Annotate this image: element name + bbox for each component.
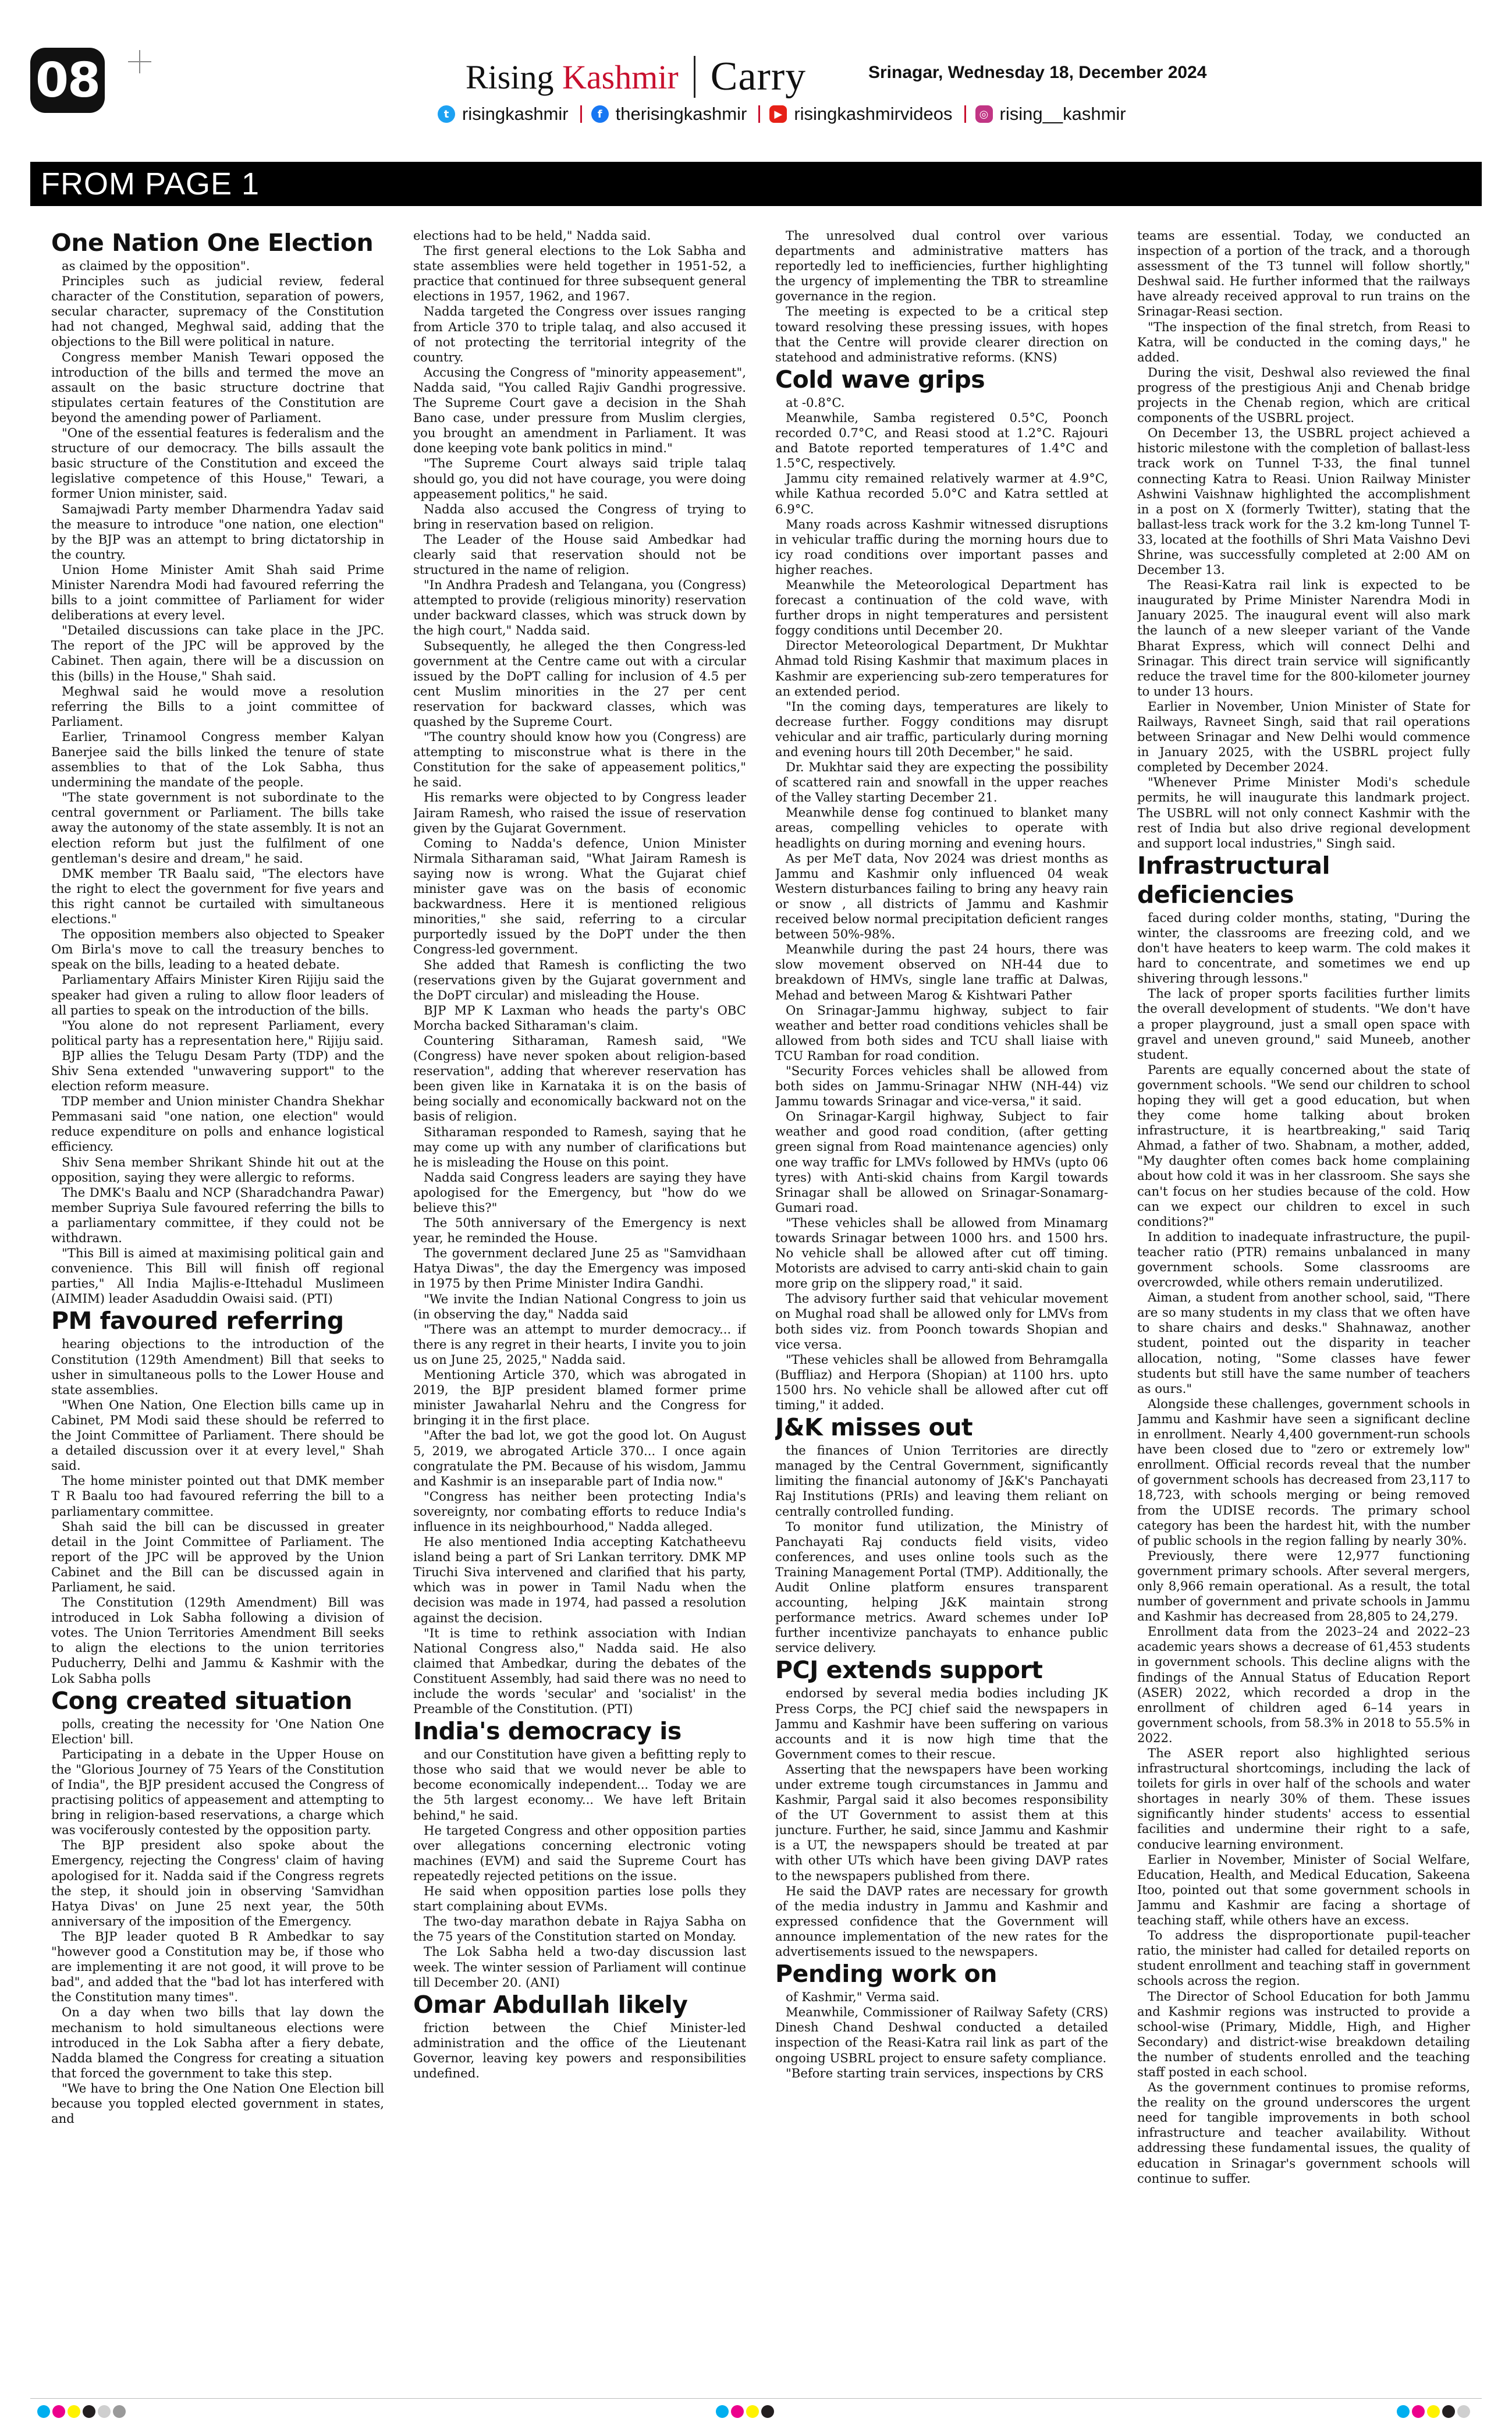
article-paragraph: During the visit, Deshwal also reviewed the final progress of the prestigious Anji and Chenab bridge projects in the Chenab region, which are critical components of the USBRL project. bbox=[1137, 364, 1470, 425]
article-paragraph: "The country should know how you (Congress) are attempting to misconstrue what is there in the Constitution for the sake of appeasement politics," he said. bbox=[413, 729, 746, 790]
article-paragraph: Subsequently, he alleged the then Congress-led government at the Centre came out with a circular issued by the DoPT calling for inclusion of 4.5 per cent Muslim minorities in the 27 per cent reservation for backward classes, which was quashed by the Supreme Court. bbox=[413, 638, 746, 729]
dateline: Srinagar, Wednesday 18, December 2024 bbox=[868, 63, 1207, 82]
article-paragraph: On December 13, the USBRL project achieved a historic milestone with the completion of ballast-less track work on Tunnel T-33, the final tunnel connecting Katra to Reasi. Union Railway Minister Ashwini Vaishnaw highlighted the accomplishment in a post on X (formerly Twitter), stating that the ballast-less track work for the 3.2 km-long Tunnel T-33, located at the foothills of Shri Mata Vaishno Devi Shrine, was successfully completed at 2:00 AM on December 13. bbox=[1137, 425, 1470, 577]
social-handle bbox=[591, 104, 747, 125]
article-headline: J&K misses out bbox=[775, 1413, 973, 1442]
article-paragraph: "The state government is not subordinate to the central government or Parliament. The bills take away the autonomy of the state assembly. It is not an election reform but just the fulfilment of one gentleman's desire and dream," he said. bbox=[51, 790, 384, 866]
article-headline: Pending work on bbox=[775, 1960, 997, 1988]
article-paragraph: TDP member and Union minister Chandra Shekhar Pemmasani said "one nation, one election" would reduce expenditure on polls and enhance logistical efficiency. bbox=[51, 1094, 384, 1154]
article-paragraph: Parliamentary Affairs Minister Kiren Rijiju said the speaker had given a ruling to allow floor leaders of all parties to speak on the introduction of the bills. bbox=[51, 972, 384, 1017]
article-paragraph: Alongside these challenges, government schools in Jammu and Kashmir have seen a significant decline in enrollment. Nearly 4,400 government-run schools have been closed due to "zero or extremely low" enrollment. Official records reveal that the number of government schools has decreased from 23,117 to 18,723, with schools merging or being removed from the UDISE records. The primary school category has been the hardest hit, with the number of public schools in the region falling by nearly 30%. bbox=[1137, 1396, 1470, 1548]
article-paragraph: The BJP president also spoke about the Emergency, rejecting the Congress' claim of having apologised for it. Nadda said if the Congress regrets the step, it should join in observing 'Samvidhan Hatya Divas' on June 25 next year, the 50th anniversary of the imposition of the Emergency. bbox=[51, 1838, 384, 1928]
article-paragraph: "The Supreme Court always said triple talaq should go, you did not have courage, you were doing appeasement politics," he said. bbox=[413, 456, 746, 501]
social-handle bbox=[438, 104, 569, 125]
article-paragraph: "These vehicles shall be allowed from Minamarg towards Srinagar between 1000 hrs. and 1500 hrs. No vehicle shall be allowed after cut off timing. Motorists are advised to carry anti-skid chain to gain more grip on the slippery road," it said. bbox=[775, 1215, 1108, 1291]
youtube-icon: ▶ bbox=[769, 105, 787, 123]
article-paragraph: as claimed by the opposition". bbox=[62, 258, 250, 273]
supplement-title: Carry bbox=[710, 54, 807, 99]
article-paragraph: "In the coming days, temperatures are likely to decrease further. Foggy conditions may disrupt vehicular and air traffic, particularly during morning and evening hours till 20th December," he said. bbox=[775, 698, 1108, 759]
article-column-2 bbox=[413, 228, 746, 2370]
article-paragraph: "After the bad lot, we got the good lot. On August 5, 2019, we abrogated Article 370... I once again congratulate the PM. Because of his wisdom, Jammu and Kashmir is an inseparable part of India now." bbox=[413, 1428, 746, 1488]
article-paragraph: "These vehicles shall be allowed from Behramgalla (Buffliaz) and Herpora (Shopian) at 1100 hrs. upto 1500 hrs. No vehicle shall be allowed after cut off timing," it added. bbox=[775, 1352, 1108, 1413]
article-paragraph: "There was an attempt to murder democracy... if there is any regret in their hearts, I invite you to join us on June 25, 2025," Nadda said. bbox=[413, 1321, 746, 1367]
article-paragraph: teams are essential. Today, we conducted an inspection of a portion of the track, and a thorough assessment of the T3 tunnel will follow shortly," Deshwal said. He further informed that the railways have already received approval to run trains on the Srinagar-Reasi section. bbox=[1137, 228, 1470, 319]
article-paragraph: Accusing the Congress of "minority appeasement", Nadda said, "You called Rajiv Gandhi progressive. The Supreme Court gave a decision in the Shah Bano case, under pressure from Muslim clergies, you brought an amendment in Parliament. It was done keeping vote bank politics in mind." bbox=[413, 364, 746, 456]
article-paragraph: Dr. Mukhtar said they are expecting the possibility of scattered rain and snowfall in the upper reaches of the Valley starting December 21. bbox=[775, 760, 1108, 805]
article-paragraph: On a day when two bills that lay down the mechanism to hold simultaneous elections were introduced in the Lok Sabha after a fiery debate, Nadda blamed the Congress for creating a situation that forced the government to take this step. bbox=[51, 2005, 384, 2080]
article-paragraph: The ASER report also highlighted serious infrastructural shortcomings, including the lack of toilets for girls in over half of the schools and water shortages in nearly 30% of them. These issues significantly hinder students' access to essential facilities and undermine their right to a safe, conducive learning environment. bbox=[1137, 1746, 1470, 1852]
article-paragraph: Nadda targeted the Congress over issues ranging from Article 370 to triple talaq, and also accused it of not protecting the territorial integrity of the country. bbox=[413, 304, 746, 364]
article-paragraph: Shiv Sena member Shrikant Shinde hit out at the opposition, saying they were allergic to reforms. bbox=[51, 1154, 384, 1185]
section-title: FROM PAGE 1 bbox=[30, 162, 1482, 206]
registration-marks-center bbox=[716, 2405, 774, 2418]
article-paragraph: The two-day marathon debate in Rajya Sabha on the 75 years of the Constitution started on Monday. bbox=[413, 1914, 746, 1944]
article-paragraph: Principles such as judicial review, federal character of the Constitution, separation of powers, secular character, supremacy of the Constitution had not changed, Meghwal said, adding that the objections to the Bill were political in nature. bbox=[51, 274, 384, 349]
brand-text-a: Rising bbox=[466, 58, 562, 96]
social-separator bbox=[580, 105, 582, 123]
article-paragraph: The Reasi-Katra rail link is expected to be inaugurated by Prime Minister Narendra Modi in January 2025. The inaugural event will also mark the launch of a new sleeper variant of the Vande Bharat Express, which will connect Delhi and Srinagar. This direct train service will significantly reduce the travel time for the 800-kilometer journey to under 13 hours. bbox=[1137, 577, 1470, 698]
article-paragraph: "Security Forces vehicles shall be allowed from both sides on Jammu-Srinagar NHW (NH-44) viz Jammu towards Srinagar and vice-versa," it said. bbox=[775, 1063, 1108, 1109]
article-paragraph: of Kashmir," Verma said. bbox=[786, 1990, 940, 2005]
article-paragraph: The 50th anniversary of the Emergency is next year, he reminded the House. bbox=[413, 1215, 746, 1246]
article-paragraph: Congress member Manish Tewari opposed the introduction of the bills and termed the move an assault on the basic structure doctrine that stipulates certain features of the Constitution are beyond the amending power of Parliament. bbox=[51, 349, 384, 425]
social-handle-text: rising__kashmir bbox=[999, 104, 1126, 124]
article-headline: Omar Abdullah likely bbox=[413, 1990, 688, 2019]
article-paragraph: He said the DAVP rates are necessary for growth of the media industry in Jammu and Kashmir and expressed confidence that the Government will announce implementation of the new rates for the advertisements issued to the newspapers. bbox=[775, 1883, 1108, 1959]
article-paragraph: "Whenever Prime Minister Modi's schedule permits, he will inaugurate this landmark project. The USBRL will not only connect Kashmir with the rest of India but also drive regional development and support local industries," Singh said. bbox=[1137, 775, 1470, 850]
article-column-1 bbox=[51, 228, 384, 2370]
article-paragraph: Union Home Minister Amit Shah said Prime Minister Narendra Modi had favoured referring the bills to a joint committee of Parliament for wider deliberations at every level. bbox=[51, 562, 384, 623]
article-paragraph: Nadda also accused the Congress of trying to bring in reservation based on religion. bbox=[413, 501, 746, 531]
article-paragraph: "When One Nation, One Election bills came up in Cabinet, PM Modi said these should be referred to the Joint Committee of Parliament. There should be a detailed discussion over it at every level," Shah said. bbox=[51, 1397, 384, 1473]
article-paragraph: faced during colder months, stating, "During the winter, the classrooms are freezing cold, and we don't have heaters to keep warm. The cold makes it hard to concentrate, and sometimes we end up shivering through lessons." bbox=[1137, 910, 1470, 986]
article-paragraph: Earlier, Trinamool Congress member Kalyan Banerjee said the bills linked the tenure of state assemblies to that of the Lok Sabha, thus undermining the mandate of the people. bbox=[51, 729, 384, 790]
article-paragraph: Mentioning Article 370, which was abrogated in 2019, the BJP president blamed former prime minister Jawaharlal Nehru and the Congress for bringing it in the first place. bbox=[413, 1367, 746, 1428]
article-paragraph: On Srinagar-Jammu highway, subject to fair weather and better road conditions vehicles shall be allowed from both sides and TCU shall liaise with TCU Ramban for road condition. bbox=[775, 1002, 1108, 1063]
article-paragraph: Samajwadi Party member Dharmendra Yadav said the measure to introduce "one nation, one election" by the BJP was an attempt to bring dictatorship in the country. bbox=[51, 501, 384, 562]
registration-marks-right bbox=[1397, 2405, 1470, 2418]
twitter-icon: t bbox=[438, 105, 455, 123]
article-paragraph: "One of the essential features is federalism and the structure of our democracy. The bills assault the basic structure of the Constitution and exceed the legislative competence of this House," Tewari, a former Union minister, said. bbox=[51, 425, 384, 501]
article-paragraph: friction between the Chief Minister-led administration and the office of the Lieutenant Governor, leaving key powers and responsibilities undefined. bbox=[413, 2020, 746, 2080]
article-paragraph: "It is time to rethink association with Indian National Congress also," Nadda said. He also claimed that Ambedkar, during the debates of the Constituent Assembly, had said there was no need to include the words 'secular' and 'socialist' in the Preamble of the Constitution. (PTI) bbox=[413, 1625, 746, 1717]
article-headline: Infrastructural deficiencies bbox=[1137, 851, 1330, 909]
brand-text-b: Kashmir bbox=[562, 58, 679, 96]
article-paragraph: at -0.8°C. bbox=[786, 395, 845, 410]
article-paragraph: Countering Sitharaman, Ramesh said, "We (Congress) have never spoken about religion-based reservation", adding that wherever reservation has been given like in Karnataka it is on the basis of being socially and economically backward not on the basis of religion. bbox=[413, 1033, 746, 1124]
article-paragraph: The opposition members also objected to Speaker Om Birla's move to call the treasury benches to speak on the bills, leading to a heated debate. bbox=[51, 927, 384, 972]
article-paragraph: "In Andhra Pradesh and Telangana, you (Congress) attempted to provide (religious minority) reservation under backward classes, which was struck down by the high court," Nadda said. bbox=[413, 577, 746, 638]
registration-marks-left bbox=[37, 2405, 126, 2418]
facebook-icon: f bbox=[591, 105, 609, 123]
article-paragraph: Meanwhile dense fog continued to blanket many areas, compelling vehicles to operate with headlights on during morning and evening hours. bbox=[775, 805, 1108, 850]
crop-mark bbox=[128, 50, 151, 73]
article-paragraph: and our Constitution have given a befitting reply to those who said that we would never be able to become economically independent... Today we are the 5th largest economy... We have left Britain behind," he said. bbox=[413, 1747, 746, 1822]
article-paragraph: "You alone do not represent Parliament, every political party has a representation here," Rijiju said. bbox=[51, 1017, 384, 1048]
article-paragraph: "Congress has neither been protecting India's sovereignty, nor combating efforts to reduce India's influence in its neighbourhood," Nadda alleged. bbox=[413, 1488, 746, 1534]
article-paragraph: Previously, there were 12,977 functioning government primary schools. After several mergers, only 8,966 remain operational. As a result, the total number of government and private schools in Jammu and Kashmir has decreased from 28,805 to 24,279. bbox=[1137, 1548, 1470, 1624]
article-paragraph: The unresolved dual control over various departments and administrative matters has reportedly led to inefficiencies, further highlighting the urgency of implementing the TBR to streamline governance in the region. bbox=[775, 228, 1108, 304]
article-paragraph: "This Bill is aimed at maximising political gain and convenience. This Bill will finish off regional parties," All India Majlis-e-Ittehadul Muslimeen (AIMIM) leader Asaduddin Owaisi said. (PTI) bbox=[51, 1246, 384, 1306]
article-paragraph: Meanwhile during the past 24 hours, there was slow movement observed on NH-44 due to breakdown of HMVs, single lane traffic at Dalwas, Mehad and between Marog & Kishtwari Pather bbox=[775, 942, 1108, 1002]
social-handle-text: risingkashmirvideos bbox=[794, 104, 953, 124]
article-paragraph: The DMK's Baalu and NCP (Sharadchandra Pawar) member Supriya Sule favoured referring the bills to a parliamentary committee, if they could not be withdrawn. bbox=[51, 1185, 384, 1245]
article-paragraph: DMK member TR Baalu said, "The electors have the right to elect the government for five years and this right cannot be curtailed with simultaneous elections." bbox=[51, 866, 384, 927]
article-paragraph: In addition to inadequate infrastructure, the pupil-teacher ratio (PTR) remains unbalanced in many government schools. Some classrooms are overcrowded, while others remain underutilized. bbox=[1137, 1229, 1470, 1290]
article-paragraph: The lack of proper sports facilities further limits the overall development of students. "We don't have a proper playground, just a small open space with gravel and uneven ground," said Muneeb, another student. bbox=[1137, 986, 1470, 1062]
article-paragraph: She added that Ramesh is conflicting the two (reservations given by the Gujarat government and the DoPT circular) and misleading the House. bbox=[413, 957, 746, 1002]
article-paragraph: To address the disproportionate pupil-teacher ratio, the minister had called for detailed reports on student enrollment and teaching staff in government schools across the region. bbox=[1137, 1928, 1470, 1988]
article-headline: India's democracy is bbox=[413, 1717, 682, 1746]
article-paragraph: He targeted Congress and other opposition parties over allegations concerning electronic voting machines (EVM) and said the Supreme Court has repeatedly rejected petitions on the issue. bbox=[413, 1822, 746, 1883]
article-headline: One Nation One Election bbox=[51, 229, 374, 257]
article-paragraph: The home minister pointed out that DMK member T R Baalu too had favoured referring the bill to a parliamentary committee. bbox=[51, 1473, 384, 1519]
article-headline: Cong created situation bbox=[51, 1686, 353, 1715]
article-paragraph: "We have to bring the One Nation One Election bill because you toppled elected government in states, and bbox=[51, 2080, 384, 2126]
article-paragraph: The advisory further said that vehicular movement on Mughal road shall be allowed only for LMVs from both sides viz. from Poonch towards Shopian and vice versa. bbox=[775, 1291, 1108, 1352]
social-handle-text: therisingkashmir bbox=[615, 104, 747, 124]
article-paragraph: Director Meteorological Department, Dr Mukhtar Ahmad told Rising Kashmir that maximum places in Kashmir are experiencing sub-zero temperatures for an extended period. bbox=[775, 638, 1108, 698]
article-paragraph: The meeting is expected to be a critical step toward resolving these pressing issues, with hopes that the Centre will provide clearer direction on statehood and administrative reforms. (KNS) bbox=[775, 304, 1108, 364]
article-headline: PM favoured referring bbox=[51, 1307, 344, 1335]
article-paragraph: "Detailed discussions can take place in the JPC. The report of the JPC will be approved by the Cabinet. Then again, there will be a discussion on this (bills) in the House," Shah said. bbox=[51, 623, 384, 683]
article-paragraph: Sitharaman responded to Ramesh, saying that he may come up with any number of clarifications but he is misleading the House on this point. bbox=[413, 1124, 746, 1169]
article-paragraph: The Constitution (129th Amendment) Bill was introduced in Lok Sabha following a division of votes. The Union Territories Amendment Bill seeks to align the elections to the union territories Puducherry, Delhi and Jammu & Kashmir with the Lok Sabha polls bbox=[51, 1595, 384, 1686]
social-separator bbox=[964, 105, 966, 123]
article-paragraph: Meanwhile the Meteorological Department has forecast a continuation of the cold wave, with further drops in night temperatures and persistent foggy conditions until December 20. bbox=[775, 577, 1108, 638]
social-handles bbox=[438, 104, 1135, 125]
article-paragraph: Meanwhile, Commissioner of Railway Safety (CRS) Dinesh Chand Deshwal conducted a detailed inspection of the Reasi-Katra rail link as part of the ongoing USBRL project to ensure safety compliance. bbox=[775, 2005, 1108, 2065]
article-paragraph: "We invite the Indian National Congress to join us (in observing the day," Nadda said bbox=[413, 1291, 746, 1321]
article-paragraph: the finances of Union Territories are directly managed by the Central Government, significantly limiting the financial autonomy of J&K's Panchayati Raj Institutions (PRIs) and leaving them reliant on centrally controlled funding. bbox=[775, 1443, 1108, 1519]
article-headline: Cold wave grips bbox=[775, 365, 985, 393]
article-paragraph: endorsed by several media bodies including JK Press Corps, the PCJ chief said the newspapers in Jammu and Kashmir have been suffering on various accounts and it is now high time that the Government comes to their rescue. bbox=[775, 1686, 1108, 1761]
article-paragraph: Aiman, a student from another school, said, "There are so many students in my class that we often have to share chairs and desks." Shahnawaz, another student, pointed out the disparity in teacher allocation, noting, "Some classes have fewer students but still have the same number of teachers as ours." bbox=[1137, 1290, 1470, 1396]
article-paragraph: Participating in a debate in the Upper House on the "Glorious Journey of 75 Years of the Constitution of India", the BJP president accused the Congress of practising politics of appeasement and attempting to bring in religion-based reservations, a charge which was vociferously contested by the opposition party. bbox=[51, 1746, 384, 1838]
article-paragraph: "Before starting train services, inspections by CRS bbox=[786, 2065, 1104, 2080]
article-paragraph: BJP MP K Laxman who heads the party's OBC Morcha backed Sitharaman's claim. bbox=[413, 1002, 746, 1033]
article-paragraph: hearing objections to the introduction of the Constitution (129th Amendment) Bill that seeks to usher in simultaneous polls to the Lower House and state assemblies. bbox=[51, 1336, 384, 1397]
article-paragraph: Earlier in November, Union Minister of State for Railways, Ravneet Singh, said that rail operations between Srinagar and New Delhi would commence in January 2025, with the USBRL project fully completed by December 2024. bbox=[1137, 698, 1470, 775]
article-paragraph: The first general elections to the Lok Sabha and state assemblies were held together in 1951-52, a practice that continued for three subsequent general elections in 1957, 1962, and 1967. bbox=[413, 243, 746, 304]
article-paragraph: BJP allies the Telugu Desam Party (TDP) and the Shiv Sena extended "unwavering support" to the election reform measure. bbox=[51, 1048, 384, 1094]
article-paragraph: Nadda said Congress leaders are saying they have apologised for the Emergency, but "how do we believe this?" bbox=[413, 1169, 746, 1215]
social-handle bbox=[769, 104, 952, 125]
article-paragraph: To monitor fund utilization, the Ministry of Panchayati Raj conducts field visits, video conferences, and uses online tools such as the Training Management Portal (TMP). Additionally, the Audit Online platform ensures transparent accounting, helping J&K maintain strong performance metrics. Award schemes under IoP further incentivize panchayats to enhance public service delivery. bbox=[775, 1519, 1108, 1655]
article-paragraph: Jammu city remained relatively warmer at 4.9°C, while Kathua recorded 5.0°C and Katra settled at 6.9°C. bbox=[775, 471, 1108, 516]
social-handle bbox=[975, 104, 1126, 125]
social-separator bbox=[758, 105, 760, 123]
article-paragraph: elections had to be held," Nadda said. bbox=[413, 228, 651, 243]
masthead-divider bbox=[694, 56, 695, 98]
article-column-3 bbox=[775, 228, 1108, 2370]
article-paragraph: The BJP leader quoted B R Ambedkar to say "however good a Constitution may be, if those who are implementing it are not good, it will prove to be bad", and added that the "bad lot has interfered with the Constitution many times". bbox=[51, 1928, 384, 2005]
article-paragraph: "The inspection of the final stretch, from Reasi to Katra, will be conducted in the coming days," he added. bbox=[1137, 319, 1470, 364]
article-paragraph: Enrollment data from the 2023–24 and 2022–23 academic years shows a decrease of 61,453 students in government schools. This decline aligns with the findings of the Annual Status of Education Report (ASER) 2022, which recorded a drop in the enrollment of children aged 6–14 years in government schools, from 58.3% in 2018 to 55.5% in 2022. bbox=[1137, 1624, 1470, 1745]
article-paragraph: Parents are equally concerned about the state of government schools. "We send our children to school hoping they will get a good education, but when they come home talking about broken infrastructure, it is heartbreaking," said Tariq Ahmad, a father of two. Shabnam, a mother, added, "My daughter often comes back home complaining about how cold it was in her classroom. She says she can't focus on her studies because of the cold. How can we expect our children to excel in such conditions?" bbox=[1137, 1062, 1470, 1229]
article-paragraph: On Srinagar-Kargil highway, Subject to fair weather and good road condition, (after getting green signal from Road maintenance agencies) only one way traffic for LMVs followed by HMVs (upto 06 tyres) with Anti-skid chains from Kargil towards Srinagar shall be allowed on Srinagar-Sonamarg-Gumari road. bbox=[775, 1109, 1108, 1215]
article-paragraph: Asserting that the newspapers have been working under extreme tough circumstances in Jammu and Kashmir, Pargal said it also becomes responsibility of the UT Government to assist them at this juncture. Further, he said, since Jammu and Kashmir is a UT, the newspapers should be treated at par with other UTs which have been giving DAVP rates to the newspapers published from there. bbox=[775, 1761, 1108, 1883]
article-paragraph: The government declared June 25 as "Samvidhaan Hatya Diwas", the day the Emergency was imposed in 1975 by then Prime Minister Indira Gandhi. bbox=[413, 1246, 746, 1291]
article-paragraph: The Leader of the House said Ambedkar had clearly said that reservation should not be structured in the name of religion. bbox=[413, 531, 746, 577]
social-handle-text: risingkashmir bbox=[462, 104, 569, 124]
article-paragraph: Earlier in November, Minister of Social Welfare, Education, Health, and Medical Education, Sakeena Itoo, pointed out that some government schools in Jammu and Kashmir are facing a shortage of teaching staff, while others have an excess. bbox=[1137, 1852, 1470, 1928]
article-paragraph: Meghwal said he would move a resolution referring the Bills to a joint committee of Parliament. bbox=[51, 683, 384, 729]
instagram-icon: ◎ bbox=[975, 105, 993, 123]
article-paragraph: Meanwhile, Samba registered 0.5°C, Poonch recorded 0.7°C, and Reasi stood at 1.2°C. Rajouri and Batote reported temperatures of 1.4°C and 1.5°C, respectively. bbox=[775, 410, 1108, 471]
article-paragraph: He said when opposition parties lose polls they start complaining about EVMs. bbox=[413, 1884, 746, 1914]
article-headline: PCJ extends support bbox=[775, 1656, 1043, 1685]
masthead bbox=[466, 54, 806, 100]
page-number: 08 bbox=[30, 48, 105, 113]
article-paragraph: As per MeT data, Nov 2024 was driest months as Jammu and Kashmir only influenced 04 weak Western disturbances failing to bring any heavy rain or snow , all districts of Jammu and Kashmir received below normal precipitation deficient ranges between 50%-98%. bbox=[775, 850, 1108, 942]
article-column-4 bbox=[1137, 228, 1470, 2370]
article-paragraph: Coming to Nadda's defence, Union Minister Nirmala Sitharaman said, "What Jairam Ramesh is saying now is wrong. What the Gujarat chief minister gave was on the basis of economic backwardness. Here it is mentioned religious minorities," she said, referring to a circular purportedly issued by the DoPT under the then Congress-led government. bbox=[413, 835, 746, 957]
article-paragraph: The Director of School Education for both Jammu and Kashmir regions was instructed to provide a school-wise (Primary, Middle, High, and Higher Secondary) and district-wise breakdown detailing the number of students enrolled and the teaching staff posted in each school. bbox=[1137, 1988, 1470, 2079]
article-paragraph: The Lok Sabha held a two-day discussion last week. The winter session of Parliament will continue till December 20. (ANI) bbox=[413, 1944, 746, 1990]
brand-logo bbox=[466, 58, 679, 97]
article-paragraph: He also mentioned India accepting Katchatheevu island being a part of Sri Lankan territory. DMK MP Tiruchi Siva intervened and clarified that his party, which was in power in Tamil Nadu when the decision was made in 1974, had passed a resolution against the decision. bbox=[413, 1534, 746, 1625]
article-paragraph: polls, creating the necessity for 'One Nation One Election' bill. bbox=[51, 1716, 384, 1746]
article-paragraph: As the government continues to promise reforms, the reality on the ground underscores the urgent need for tangible improvements in both school infrastructure and teacher availability. Without addressing these fundamental issues, the quality of education in Srinagar's government schools will continue to suffer. bbox=[1137, 2080, 1470, 2186]
article-paragraph: Shah said the bill can be discussed in greater detail in the Joint Committee of Parliament. The report of the JPC will be approved by the Union Cabinet and the Bill can be discussed again in Parliament, he said. bbox=[51, 1519, 384, 1594]
article-paragraph: His remarks were objected to by Congress leader Jairam Ramesh, who raised the issue of reservation given by the Gujarat Government. bbox=[413, 790, 746, 835]
article-paragraph: Many roads across Kashmir witnessed disruptions in vehicular traffic during the morning hours due to icy road conditions over important passes and higher reaches. bbox=[775, 516, 1108, 577]
